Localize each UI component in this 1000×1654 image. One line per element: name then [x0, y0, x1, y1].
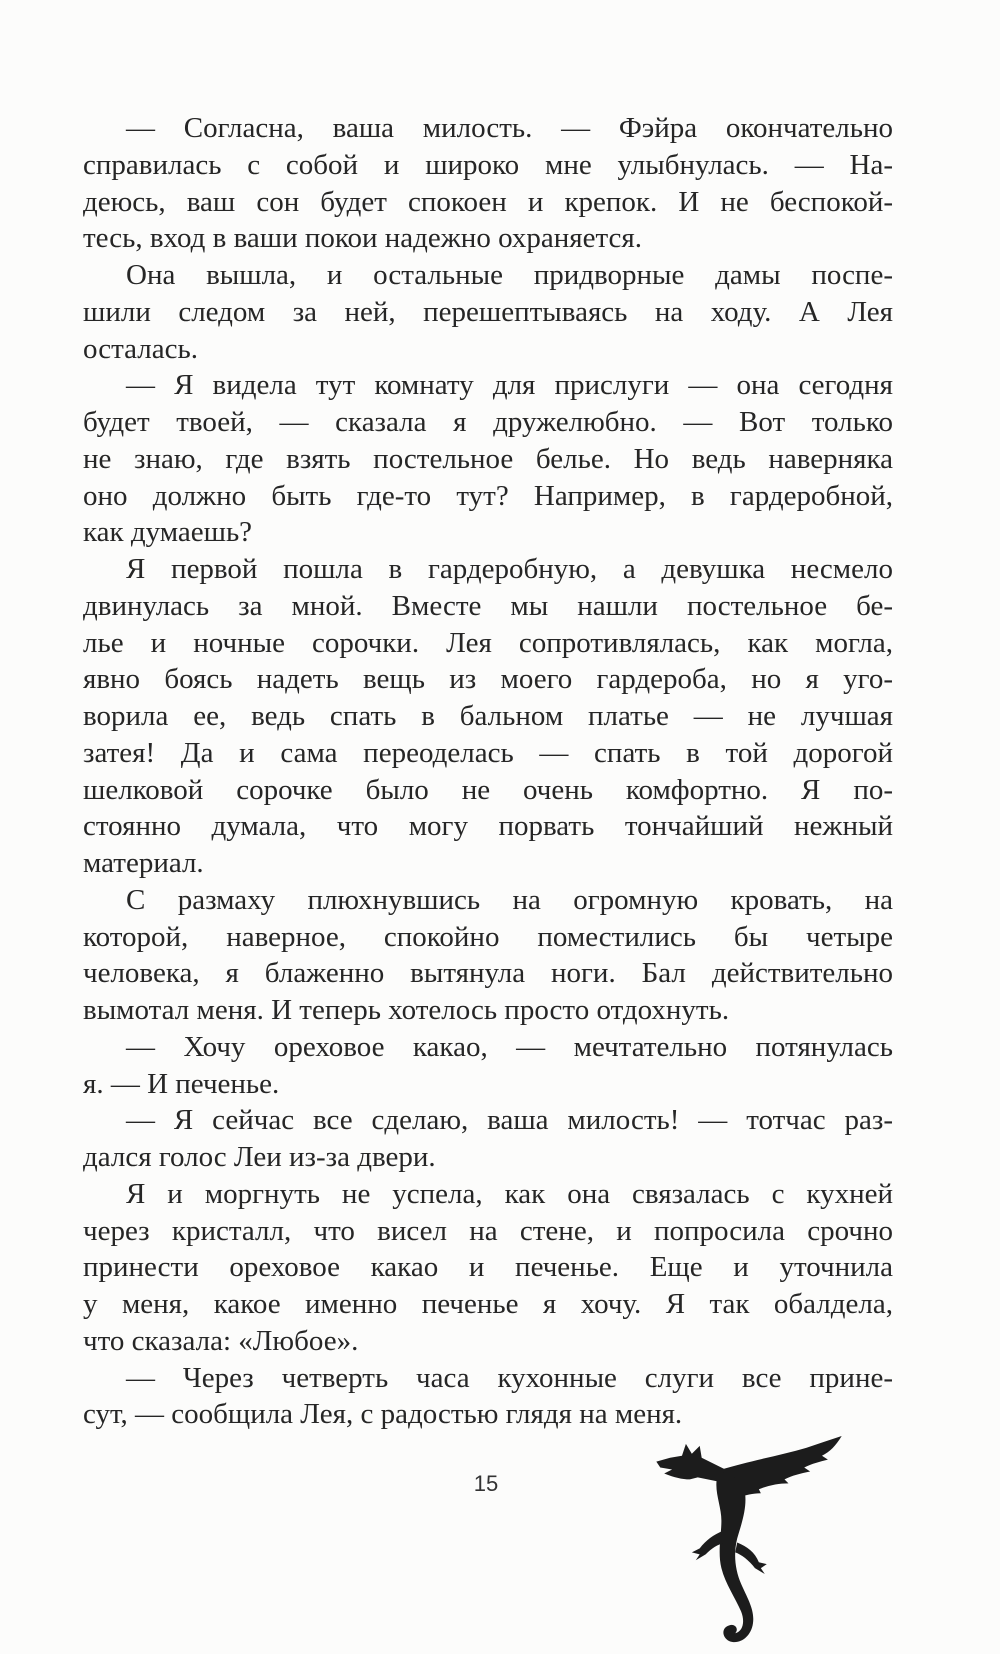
text-line: вымотал меня. И теперь хотелось просто отдохнуть. [83, 994, 730, 1026]
text-line: сут, — сообщила Лея, с радостью глядя на меня. [83, 1398, 683, 1431]
text-line: явно боясь надеть вещь из моего гардероба, но я уго- [83, 663, 893, 696]
text-line: ворила ее, ведь спать в бальном платье — не лучшая [83, 700, 893, 732]
text-line: — Согласна, ваша милость. — Фэйра окончательно [126, 112, 893, 144]
dragon-head [656, 1444, 727, 1483]
text-line: шелковой сорочке было не очень комфортно. Я по- [83, 773, 893, 806]
text-line: справилась с собой и широко мне улыбнулась. — На- [83, 148, 893, 181]
dragon-ornament-icon [655, 1436, 845, 1648]
text-line: я. — И печенье. [83, 1067, 280, 1100]
text-line: через кристалл, что висел на стене, и попросила срочно [83, 1214, 893, 1247]
dragon-hindleg [735, 1542, 767, 1574]
text-line: тесь, вход в ваши покои надежно охраняется. [83, 222, 642, 255]
text-line: — Я сейчас все сделаю, ваша милость! — тотчас раз- [126, 1104, 893, 1137]
text-line: деюсь, ваш сон будет спокоен и крепок. И не беспокой- [83, 185, 893, 218]
text-line: материал. [83, 847, 204, 879]
paragraph [83, 110, 893, 257]
text-line: — Хочу ореховое какао, — мечтательно потянулась [126, 1030, 893, 1063]
text-line: дался голос Леи из-за двери. [83, 1141, 436, 1173]
text-line: Я первой пошла в гардеробную, а девушка несмело [126, 553, 893, 585]
text-line: лье и ночные сорочки. Лея сопротивлялась, как могла, [83, 626, 893, 659]
paragraph [83, 1102, 893, 1176]
text-line: — Я видела тут комнату для прислуги — она сегодня [126, 369, 893, 402]
paragraph [83, 1029, 893, 1103]
text-line: — Через четверть часа кухонные слуги все прине- [126, 1361, 893, 1394]
text-line: Она вышла, и остальные придворные дамы поспе- [126, 259, 893, 291]
text-line: будет твоей, — сказала я дружелюбно. — Вот только [83, 406, 893, 438]
paragraph [83, 551, 893, 882]
paragraph [83, 367, 893, 551]
text-line: Я и моргнуть не успела, как она связалась с кухней [126, 1177, 893, 1210]
text-line: которой, наверное, спокойно поместились бы четыре [83, 920, 893, 953]
paragraph [83, 1360, 893, 1434]
text-line: что сказала: «Любое». [83, 1324, 359, 1357]
text-line: человека, я блаженно вытянула ноги. Бал действительно [83, 957, 893, 990]
text-line: затея! Да и сама переоделась — спать в той дорогой [83, 736, 893, 769]
text-line: стоянно думала, что могу порвать тончайший нежный [83, 810, 893, 843]
page-body-text [83, 110, 893, 1433]
paragraph [83, 257, 893, 367]
text-line: принести ореховое какао и печенье. Еще и уточнила [83, 1251, 893, 1284]
text-line: оно должно быть где-то тут? Например, в гардеробной, [83, 479, 893, 512]
text-line: как думаешь? [83, 516, 253, 549]
page-number: 15 [473, 1471, 499, 1496]
text-line: шили следом за ней, перешептываясь на ходу. А Лея [83, 295, 893, 328]
text-line: С размаху плюхнувшись на огромную кровать, на [126, 883, 893, 916]
text-line: у меня, какое именно печенье я хочу. Я так обалдела, [83, 1288, 893, 1320]
paragraph [83, 1176, 893, 1360]
paragraph [83, 882, 893, 1029]
text-line: осталась. [83, 332, 198, 365]
text-line: не знаю, где взять постельное белье. Но ведь наверняка [83, 442, 893, 475]
text-line: двинулась за мной. Вместе мы нашли постельное бе- [83, 589, 893, 622]
